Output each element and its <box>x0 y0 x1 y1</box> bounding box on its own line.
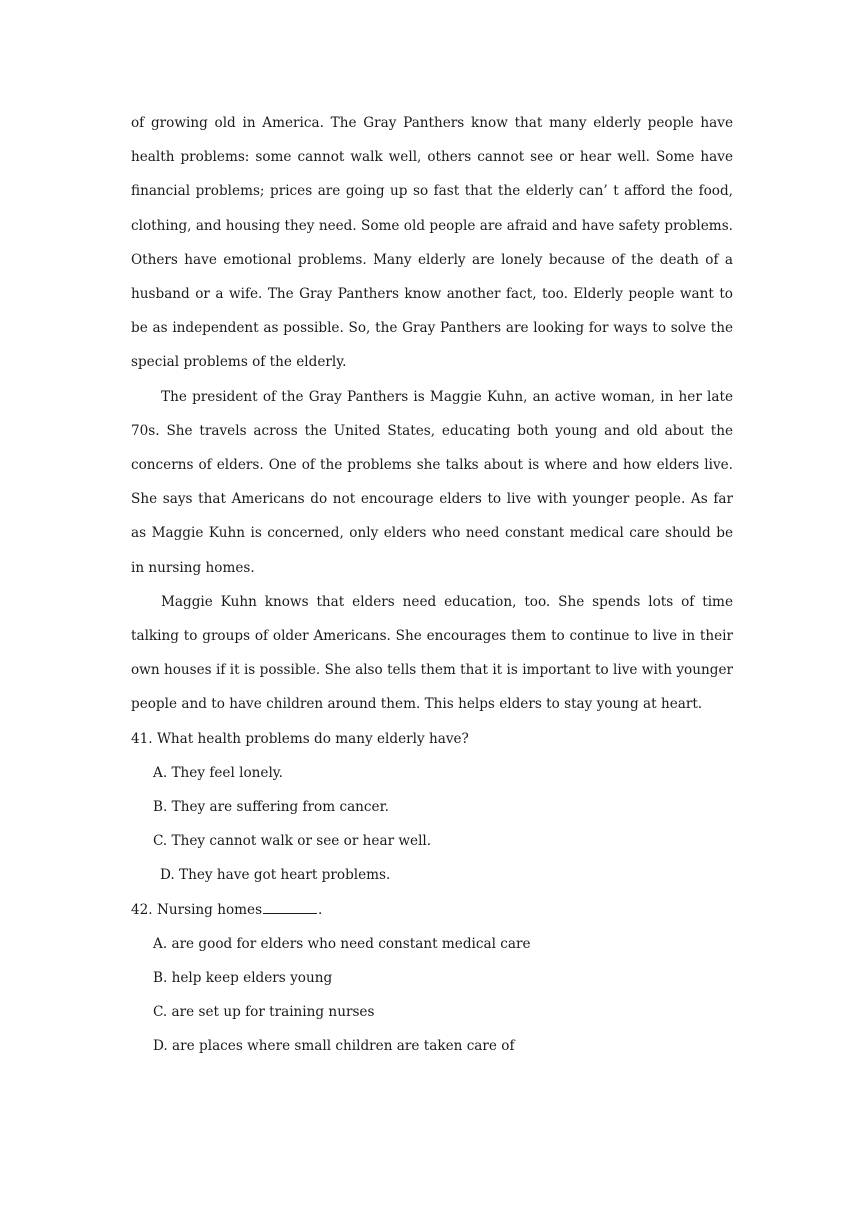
question-41-option-a: A. They feel lonely. <box>153 764 283 781</box>
passage-paragraph-2: The president of the Gray Panthers is Maggie Kuhn, an active woman, in her late 70s. She travels across the United States, educating both young and old about the concerns of elders. One of the problems she talks about is where and how elders live. She says that Americans do not encourage elders to live with younger people. As far as Maggie Kuhn is concerned, only elders who need constant medical care should be in nursing homes. <box>131 388 733 576</box>
question-42-option-c: C. are set up for training nurses <box>153 1004 375 1021</box>
question-41-option-c: C. They cannot walk or see or hear well. <box>153 833 432 850</box>
question-42-stem-text: 42. Nursing homes <box>131 901 263 918</box>
question-42-option-a: A. are good for elders who need constant medical care <box>153 935 531 952</box>
question-41-option-d: D. They have got heart problems. <box>160 867 391 884</box>
question-41-stem: 41. What health problems do many elderly have? <box>131 730 469 747</box>
question-42-option-d: D. are places where small children are taken care of <box>153 1038 515 1055</box>
question-42-stem <box>131 893 733 927</box>
passage-paragraph-1: of growing old in America. The Gray Panthers know that many elderly people have health problems: some cannot walk well, others cannot see or hear well. Some have financial problems; prices are going up so fast that the elderly can’ t afford the food, clothing, and housing they need. Some old people are afraid and have safety problems. Others have emotional problems. Many elderly are lonely because of the death of a husband or a wife. The Gray Panthers know another fact, too. Elderly people want to be as independent as possible. So, the Gray Panthers are looking for ways to solve the special problems of the elderly. <box>131 115 733 371</box>
question-41-option-b: B. They are suffering from cancer. <box>153 799 389 816</box>
answer-blank <box>263 899 317 914</box>
document-page <box>131 106 733 1064</box>
passage-paragraph-3: Maggie Kuhn knows that elders need education, too. She spends lots of time talking to groups of older Americans. She encourages them to continue to live in their own houses if it is possible. She also tells them that it is important to live with younger people and to have children around them. This helps elders to stay young at heart. <box>131 593 733 713</box>
question-42-option-b: B. help keep elders young <box>153 970 333 987</box>
question-41 <box>131 722 733 893</box>
question-42-stem-end: . <box>318 901 323 918</box>
question-42 <box>131 893 733 1064</box>
